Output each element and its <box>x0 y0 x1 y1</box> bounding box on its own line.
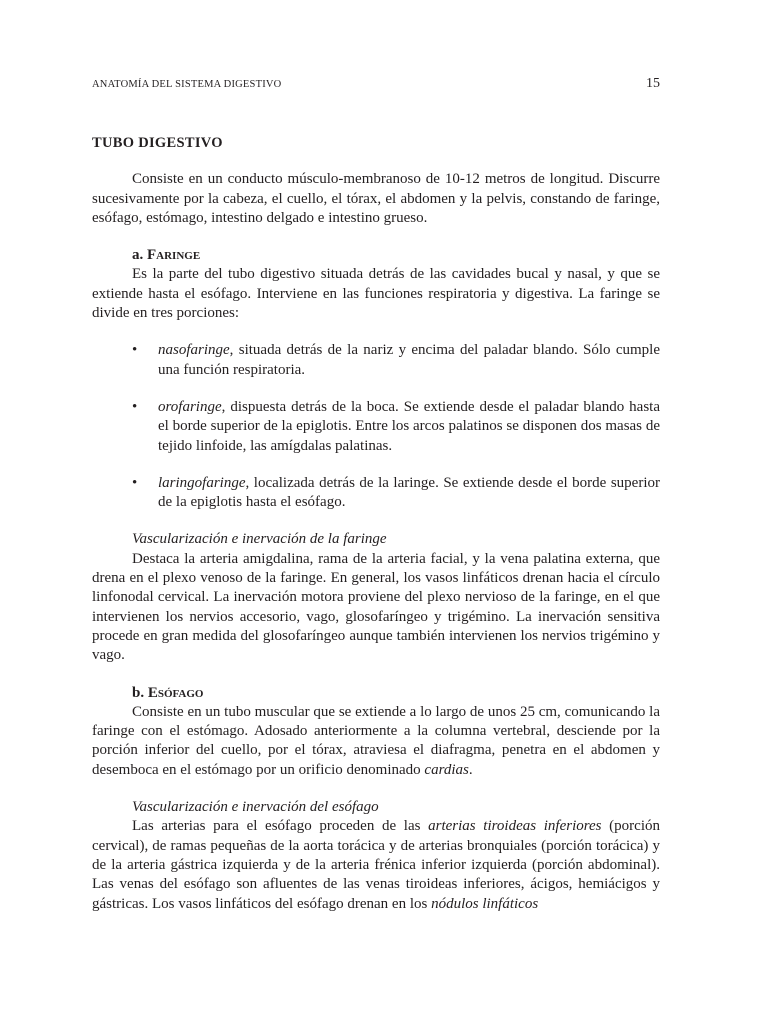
esofago-vasc-heading: Vascularización e inervación del esófago <box>132 799 379 816</box>
portion-text: , situada detrás de la nariz y encima del paladar blando. Sólo cumple una función respiratoria. <box>158 342 660 378</box>
portion-text: , dispuesta detrás de la boca. Se extiende desde el paladar blando hasta el borde superior de la epiglotis. Entre los arcos palatinos se disponen dos masas de tejido linfoide, las amígdalas palatinas. <box>158 398 660 454</box>
esofago-vasc-term2: nódulos linfáticos <box>431 895 539 912</box>
faringe-paragraph: Es la parte del tubo digestivo situada detrás de las cavidades bucal y nasal, y que se extiende hasta el esófago. Interviene en las funciones respiratoria y digestiva. La faringe se divide en tres porciones: <box>92 266 660 322</box>
page-content <box>92 134 660 914</box>
esofago-body-end: . <box>468 761 473 778</box>
esofago-heading <box>92 684 660 703</box>
faringe-vasc-paragraph: Destaca la arteria amigdalina, rama de la arteria facial, y la vena palatina externa, que drena en el plexo venoso de la faringe. En general, los vasos linfáticos drenan hacia el círculo linfonodal cervical. La inervación motora proviene del plexo nervioso de la faringe, en el que intervienen los nervios accesorio, vago, glosofaríngeo y trigémino. La inervación sensitiva procede en gran medida del glosofaríngeo aunque también intervienen los nervios trigémino y vago. <box>92 550 660 664</box>
portion-term: orofaringe <box>158 398 222 415</box>
intro-paragraph: Consiste en un conducto músculo-membranoso de 10-12 metros de longitud. Discurre sucesivamente por la cabeza, el cuello, el tórax, el abdomen y la pelvis, constando de faringe, esófago, estómago, intestino delgado e intestino grueso. <box>92 171 660 226</box>
portion-term: nasofaringe <box>158 342 230 359</box>
list-item-laringofaringe <box>92 474 660 513</box>
esofago-paragraph <box>92 703 660 780</box>
esofago-body-term: cardias <box>424 761 469 778</box>
esofago-heading-prefix: b. <box>132 684 148 701</box>
page-number: 15 <box>646 76 660 91</box>
running-title: ANATOMÍA DEL SISTEMA DIGESTIVO <box>92 79 282 90</box>
esofago-vasc-term1: arterias tiroideas inferiores <box>428 818 602 835</box>
esofago-heading-title: Esófago <box>147 684 204 701</box>
esofago-vasc-part1: Las arterias para el esófago proceden de las <box>132 818 429 835</box>
faringe-portions-list <box>92 341 660 512</box>
list-item-orofaringe <box>92 398 660 456</box>
esofago-body-start: Consiste en un tubo muscular que se extiende a lo largo de unos 25 cm, comunicando la faringe con el estómago. Adosado anteriormente a la columna vertebral, desciende por la porción inferior del cuello, por el tórax, atraviesa el diafragma, penetra en el abdomen y desemboca en el estómago por un orificio denominado <box>92 703 660 778</box>
portion-term: laringofaringe <box>158 474 246 491</box>
faringe-heading-title: Faringe <box>147 247 201 264</box>
section-title: TUBO DIGESTIVO <box>92 135 223 151</box>
esofago-vasc-paragraph <box>92 817 660 913</box>
esofago-vasc-part2: (porción cervical), de ramas pequeñas de la aorta torácica y de arterias bronquiales (porción torácica) y de la arteria gástrica izquierda y de la arteria frénica inferior izquierda (porción abdominal). Las venas del esófago son afluentes de las venas tiroideas inferiores, ácigos, hemiácigos y gástricas. Los vasos linfáticos del esófago drenan en los <box>92 818 660 912</box>
portion-text: , localizada detrás de la laringe. Se extiende desde el borde superior de la epiglotis hasta el esófago. <box>158 474 660 511</box>
faringe-vasc-heading: Vascularización e inervación de la faringe <box>132 531 387 548</box>
faringe-heading <box>92 246 660 265</box>
bullet-icon: • <box>132 474 138 491</box>
bullet-icon: • <box>132 342 138 359</box>
bullet-icon: • <box>132 398 138 415</box>
list-item-nasofaringe <box>92 341 660 380</box>
faringe-heading-prefix: a. <box>132 247 147 264</box>
running-header <box>92 76 660 92</box>
